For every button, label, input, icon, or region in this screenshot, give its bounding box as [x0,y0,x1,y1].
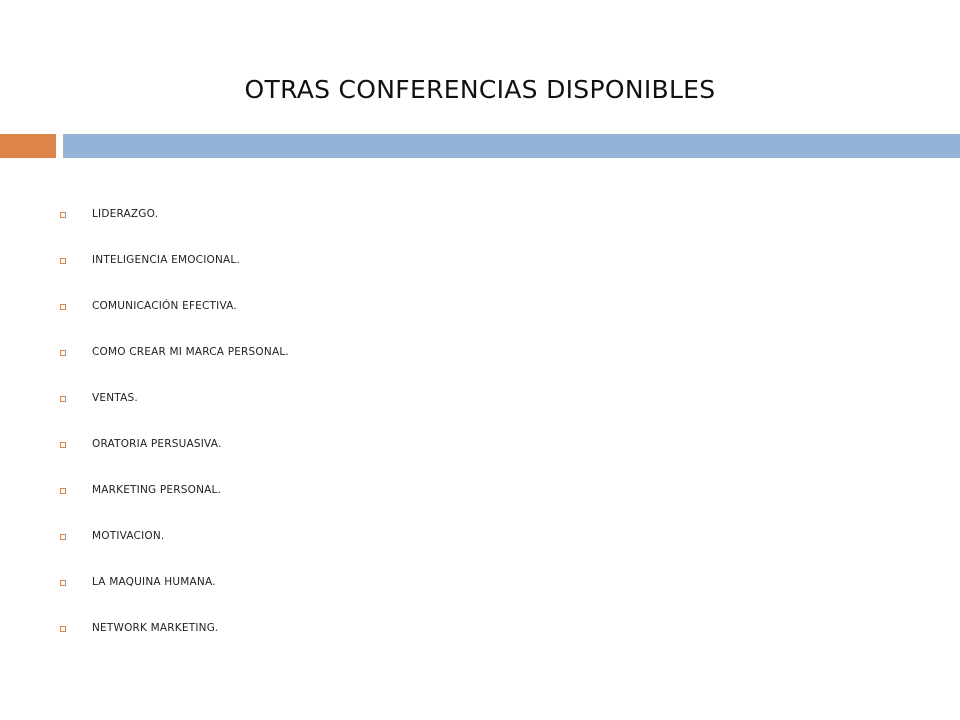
list-item [60,479,289,525]
list-item-label: NETWORK MARKETING. [92,622,219,634]
list-item-label: MARKETING PERSONAL. [92,484,222,496]
conference-list [60,203,289,663]
title-underline-bar [63,134,960,158]
list-item-label: ORATORIA PERSUASIVA. [92,438,222,450]
square-bullet-icon [60,258,66,264]
list-item [60,387,289,433]
square-bullet-icon [60,396,66,402]
square-bullet-icon [60,488,66,494]
list-item [60,525,289,571]
list-item-label: COMUNICACIÓN EFECTIVA. [92,300,237,312]
list-item [60,571,289,617]
list-item-label: COMO CREAR MI MARCA PERSONAL. [92,346,289,358]
square-bullet-icon [60,212,66,218]
slide-title: OTRAS CONFERENCIAS DISPONIBLES [244,75,716,104]
list-item [60,295,289,341]
square-bullet-icon [60,580,66,586]
list-item [60,341,289,387]
square-bullet-icon [60,304,66,310]
square-bullet-icon [60,442,66,448]
list-item-label: INTELIGENCIA EMOCIONAL. [92,254,240,266]
list-item-label: LIDERAZGO. [92,208,159,220]
list-item [60,249,289,295]
square-bullet-icon [60,350,66,356]
list-item [60,617,289,663]
list-item [60,433,289,479]
list-item-label: VENTAS. [92,392,138,404]
list-item-label: MOTIVACION. [92,530,165,542]
square-bullet-icon [60,534,66,540]
accent-bar [0,134,56,158]
square-bullet-icon [60,626,66,632]
list-item [60,203,289,249]
list-item-label: LA MAQUINA HUMANA. [92,576,216,588]
